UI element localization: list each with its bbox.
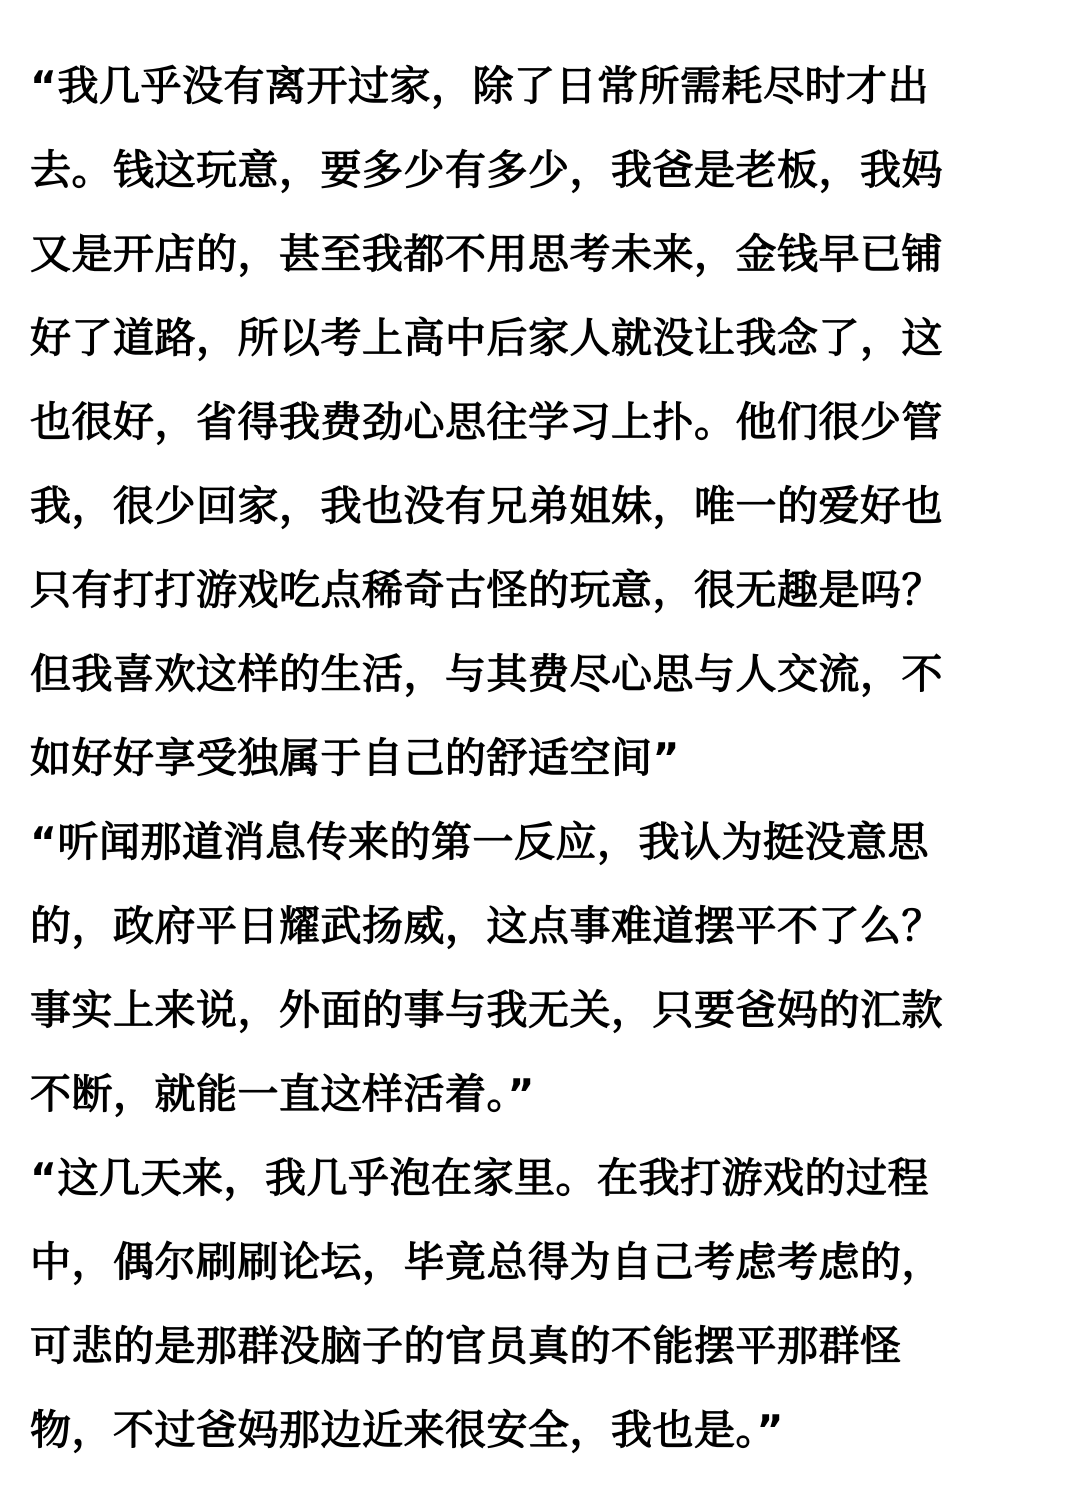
text-line: 去。钱这玩意，要多少有多少，我爸是老板，我妈	[30, 146, 943, 194]
text-line: 又是开店的，甚至我都不用思考未来，金钱早已铺	[30, 230, 943, 278]
text-line: 也很好，省得我费劲心思往学习上扑。他们很少管	[30, 398, 943, 446]
text-line: 只有打打游戏吃点稀奇古怪的玩意，很无趣是吗？	[30, 566, 943, 614]
text-line: 物，不过爸妈那边近来很安全，我也是。”	[30, 1406, 784, 1454]
text-line: 中，偶尔刷刷论坛，毕竟总得为自己考虑考虑的，	[30, 1238, 943, 1286]
text-line: 如好好享受独属于自己的舒适空间”	[30, 734, 680, 782]
document-text	[30, 44, 1050, 1472]
text-line: 我，很少回家，我也没有兄弟姐妹，唯一的爱好也	[30, 482, 943, 530]
text-line: 但我喜欢这样的生活，与其费尽心思与人交流，不	[30, 650, 943, 698]
text-line: 不断，就能一直这样活着。”	[30, 1070, 535, 1118]
text-line: “这几天来，我几乎泡在家里。在我打游戏的过程	[30, 1154, 929, 1202]
text-line: 的，政府平日耀武扬威，这点事难道摆平不了么？	[30, 902, 943, 950]
text-line: “我几乎没有离开过家，除了日常所需耗尽时才出	[30, 62, 929, 110]
text-line: 好了道路，所以考上高中后家人就没让我念了，这	[30, 314, 943, 362]
text-line: 可悲的是那群没脑子的官员真的不能摆平那群怪	[30, 1322, 902, 1370]
text-line: 事实上来说，外面的事与我无关，只要爸妈的汇款	[30, 986, 943, 1034]
text-line: “听闻那道消息传来的第一反应，我认为挺没意思	[30, 818, 929, 866]
